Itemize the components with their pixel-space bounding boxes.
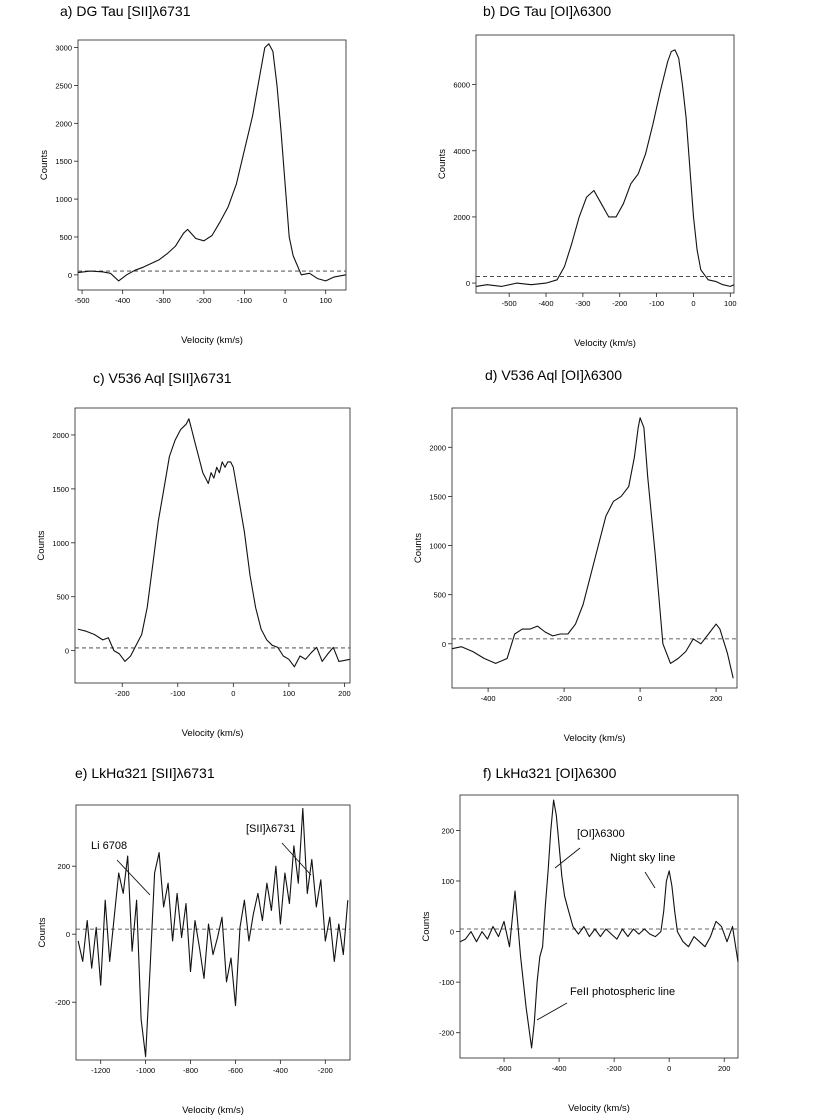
- y-axis-label: Counts: [36, 530, 47, 561]
- x-tick-label: -500: [74, 296, 90, 305]
- x-tick-label: -200: [556, 694, 572, 703]
- plot-frame: [78, 40, 346, 290]
- y-tick-label: 6000: [453, 80, 470, 90]
- annotation-label: Night sky line: [610, 852, 676, 864]
- y-axis-label: Counts: [421, 911, 432, 942]
- x-tick-label: -800: [183, 1066, 199, 1075]
- panel-6: [421, 765, 738, 1114]
- y-tick-label: -200: [438, 1028, 454, 1038]
- x-tick-label: -1000: [136, 1066, 156, 1075]
- x-tick-label: -300: [155, 296, 171, 305]
- x-tick-label: -200: [612, 299, 628, 308]
- x-axis-label: Velocity (km/s): [182, 1105, 244, 1116]
- y-tick-label: 3000: [55, 43, 72, 53]
- y-tick-label: 100: [441, 876, 454, 886]
- x-axis-label: Velocity (km/s): [574, 338, 636, 349]
- x-tick-label: 0: [283, 296, 288, 305]
- x-tick-label: -400: [480, 694, 496, 703]
- panel-1: [39, 3, 346, 346]
- x-tick-label: -300: [575, 299, 591, 308]
- panel-title: c) V536 Aql [SII]λ6731: [93, 370, 232, 386]
- y-tick-label: 2000: [429, 443, 446, 453]
- y-tick-label: 1500: [55, 157, 72, 167]
- x-tick-label: -1200: [91, 1066, 111, 1075]
- y-tick-label: 1500: [52, 484, 69, 494]
- y-tick-label: 1500: [429, 492, 446, 502]
- panel-title: e) LkHα321 [SII]λ6731: [75, 765, 215, 781]
- annotation-label: [SII]λ6731: [246, 823, 296, 835]
- annotation-pointer: [537, 1003, 567, 1020]
- y-tick-label: 500: [56, 592, 69, 602]
- y-tick-label: -100: [438, 978, 454, 988]
- y-axis-label: Counts: [413, 532, 424, 564]
- x-tick-label: -500: [501, 299, 517, 308]
- plot-frame: [452, 408, 737, 688]
- x-tick-label: -200: [317, 1066, 333, 1075]
- series-line: [78, 44, 346, 281]
- panel-5: [37, 765, 350, 1116]
- panel-title: b) DG Tau [OI]λ6300: [483, 3, 612, 19]
- panel-3: [36, 370, 351, 739]
- series-line: [476, 50, 734, 287]
- panel-title: a) DG Tau [SII]λ6731: [60, 3, 191, 19]
- x-tick-label: -600: [496, 1064, 512, 1073]
- x-axis-label: Velocity (km/s): [181, 335, 243, 346]
- x-tick-label: 100: [319, 296, 332, 305]
- y-tick-label: -200: [54, 998, 70, 1008]
- x-tick-label: 0: [638, 694, 643, 703]
- y-tick-label: 2000: [52, 430, 69, 440]
- y-tick-label: 2000: [453, 212, 470, 222]
- y-tick-label: 1000: [55, 195, 72, 205]
- plot-frame: [476, 35, 734, 293]
- panel-4: [413, 367, 737, 744]
- y-axis-label: Counts: [37, 917, 48, 948]
- y-tick-label: 0: [449, 927, 454, 937]
- y-tick-label: 500: [433, 590, 446, 600]
- x-tick-label: -600: [227, 1066, 243, 1075]
- y-tick-label: 2500: [55, 81, 72, 91]
- y-tick-label: 0: [441, 639, 446, 649]
- y-tick-label: 0: [67, 270, 72, 280]
- y-tick-label: 0: [65, 930, 70, 940]
- annotation-pointer: [555, 848, 580, 868]
- x-tick-label: 200: [717, 1064, 731, 1073]
- annotation-label: Li 6708: [91, 840, 128, 852]
- y-tick-label: 200: [441, 826, 454, 836]
- panel-title: d) V536 Aql [OI]λ6300: [485, 367, 622, 383]
- x-tick-label: -100: [649, 299, 665, 308]
- x-tick-label: 100: [724, 299, 737, 308]
- y-tick-label: 4000: [453, 146, 470, 156]
- y-axis-label: Counts: [39, 149, 50, 181]
- x-tick-label: -400: [115, 296, 131, 305]
- x-tick-label: -200: [606, 1064, 622, 1073]
- x-tick-label: -400: [538, 299, 554, 308]
- y-tick-label: 0: [465, 279, 470, 289]
- x-tick-label: -200: [114, 689, 130, 698]
- x-axis-label: Velocity (km/s): [563, 733, 626, 744]
- y-tick-label: 200: [57, 862, 70, 872]
- x-axis-label: Velocity (km/s): [568, 1103, 630, 1114]
- annotation-label: FeII photospheric line: [570, 986, 676, 998]
- annotation-pointer: [645, 872, 655, 888]
- annotation-label: [OI]λ6300: [577, 828, 625, 840]
- plot-frame: [75, 408, 350, 683]
- x-tick-label: 0: [667, 1064, 672, 1073]
- y-tick-label: 1000: [52, 538, 69, 548]
- x-tick-label: -400: [551, 1064, 567, 1073]
- panel-2: [437, 3, 737, 349]
- x-tick-label: 100: [282, 689, 296, 698]
- x-tick-label: 0: [231, 689, 236, 698]
- x-tick-label: -100: [170, 689, 186, 698]
- y-tick-label: 1000: [429, 541, 446, 551]
- panel-title: f) LkHα321 [OI]λ6300: [483, 765, 617, 781]
- y-tick-label: 2000: [55, 119, 72, 129]
- x-tick-label: -400: [272, 1066, 288, 1075]
- x-tick-label: 0: [691, 299, 696, 308]
- y-axis-label: Counts: [437, 148, 448, 180]
- x-tick-label: -200: [196, 296, 212, 305]
- y-tick-label: 0: [64, 646, 69, 656]
- x-tick-label: 200: [338, 689, 351, 698]
- x-tick-label: -100: [236, 296, 252, 305]
- series-line: [78, 419, 350, 667]
- x-tick-label: 200: [709, 694, 723, 703]
- y-tick-label: 500: [59, 232, 72, 242]
- x-axis-label: Velocity (km/s): [181, 728, 244, 739]
